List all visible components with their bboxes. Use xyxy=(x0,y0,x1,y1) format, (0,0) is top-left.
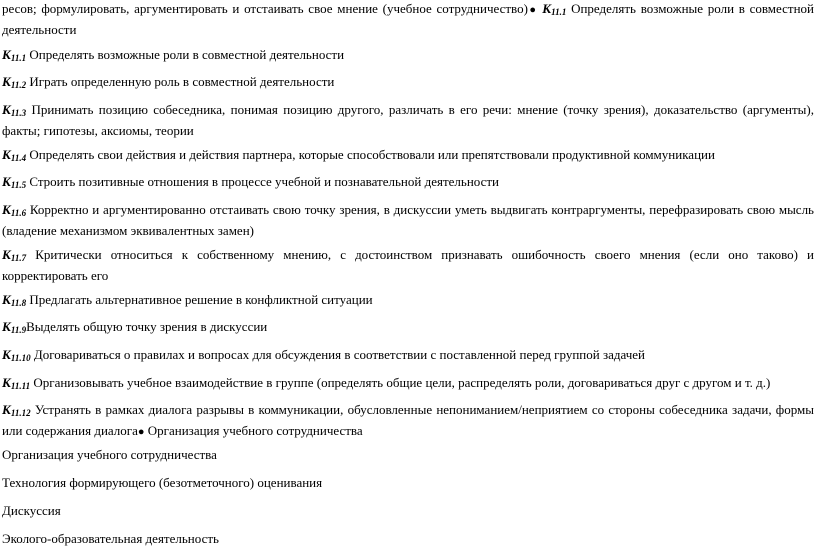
competency-code: $К_{11.3}$ xyxy=(2,102,27,118)
competency-item xyxy=(2,146,814,167)
competency-text: Устранять в рамках диалога разрывы в коммуникации, обусловленные непониманием/неприятием со стороны собеседника задачи, формы или содержания диалога xyxy=(2,402,814,438)
competency-item xyxy=(2,374,814,395)
competency-code: $К_{11.1}$ xyxy=(542,1,567,17)
competency-text: Предлагать альтернативное решение в конфликтной ситуации xyxy=(26,292,373,307)
competency-text: Играть определенную роль в совместной деятельности xyxy=(26,74,335,89)
competency-code: $К_{11.1}$ xyxy=(2,47,27,63)
competency-text: Корректно и аргументированно отстаивать свою точку зрения, в дискуссии уметь выдвигать контраргументы, перефразировать свою мысль (владение механизмом эквивалентных замен) xyxy=(2,202,814,238)
competency-item xyxy=(2,318,814,339)
plain-item: Организация учебного сотрудничества xyxy=(2,447,217,462)
competency-item xyxy=(2,246,814,285)
competency-code: $К_{11.7}$ xyxy=(2,247,27,263)
plain-item: Дискуссия xyxy=(2,503,61,518)
competency-item xyxy=(2,73,814,94)
competency-code: $К_{11.5}$ xyxy=(2,174,27,190)
competency-code: $К_{11.9}$ xyxy=(2,319,27,335)
competency-code: $К_{11.10}$ xyxy=(2,347,31,363)
competency-text: Определять свои действия и действия партнера, которые способствовали или препятствовали продуктивной коммуникации xyxy=(26,147,715,162)
competency-item xyxy=(2,401,814,441)
competency-code: $К_{11.4}$ xyxy=(2,147,27,163)
competency-text: Строить позитивные отношения в процессе учебной и познавательной деятельности xyxy=(26,174,500,189)
competency-code: $К_{11.8}$ xyxy=(2,292,27,308)
bullet-icon: ● xyxy=(137,426,145,438)
competency-text: Выделять общую точку зрения в дискуссии xyxy=(26,319,268,334)
competency-code: $К_{11.2}$ xyxy=(2,74,27,90)
competency-text: Критически относиться к собственному мнению, с достоинством признавать ошибочность своего мнения (если оно таково) и корректировать его xyxy=(2,247,814,283)
plain-item: Эколого-образовательная деятельность xyxy=(2,531,219,546)
competency-code: $К_{11.6}$ xyxy=(2,202,27,218)
competency-item xyxy=(2,101,814,140)
competency-item xyxy=(2,173,814,194)
competency-code: $К_{11.12}$ xyxy=(2,402,31,418)
plain-item: Технология формирующего (безотметочного) оценивания xyxy=(2,475,323,490)
competency-code: $К_{11.11}$ xyxy=(2,375,31,391)
competency-item xyxy=(2,201,814,240)
competency-text: Организовывать учебное взаимодействие в группе (определять общие цели, распределять роли, договариваться друг с другом и т. д.) xyxy=(30,375,771,390)
competency-tail-text: Организация учебного сотрудничества xyxy=(144,423,363,438)
intro-paragraph xyxy=(2,0,814,39)
competency-item xyxy=(2,291,814,312)
bullet-icon: ● xyxy=(527,4,538,16)
competency-item xyxy=(2,46,814,67)
intro-text-2: Определять возможные роли в совместной деятельности xyxy=(2,1,814,37)
competency-text: Определять возможные роли в совместной деятельности xyxy=(26,47,345,62)
intro-text: ресов; формулировать, аргументировать и отстаивать свое мнение (учебное сотрудничество) xyxy=(2,1,528,16)
competency-text: Принимать позицию собеседника, понимая позицию другого, различать в его речи: мнение (точку зрения), доказательство (аргументы), факты; гипотезы, аксиомы, теории xyxy=(2,102,814,138)
competency-item xyxy=(2,346,814,367)
competency-text: Договариваться о правилах и вопросах для обсуждения в соответствии с поставленной перед группой задачей xyxy=(30,347,645,362)
